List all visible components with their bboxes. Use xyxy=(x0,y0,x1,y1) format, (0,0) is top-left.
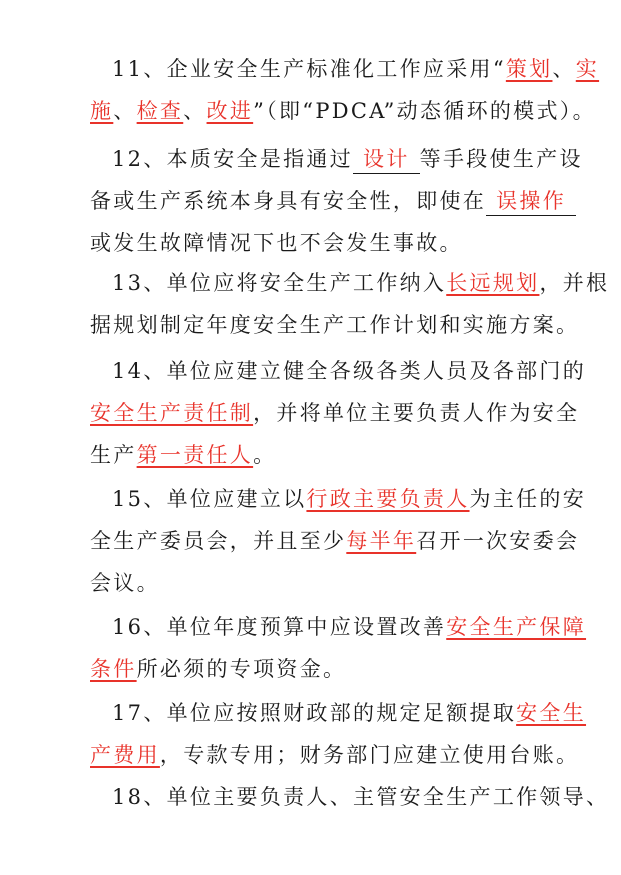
answer-text: 安全生产保障 xyxy=(446,615,587,639)
answer-text: 改进 xyxy=(206,99,254,123)
blank-answer: 设计 xyxy=(353,145,420,174)
answer-text: 行政主要负责人 xyxy=(306,487,470,511)
question-text: 召开一次安委会 xyxy=(416,529,580,553)
text-line xyxy=(90,440,570,470)
text-line xyxy=(112,484,587,514)
answer-text: 实 xyxy=(575,57,600,81)
text-line xyxy=(90,186,570,216)
question-text: 备或生产系统本身具有安全性，即使在 xyxy=(90,189,487,213)
question-text: ”（即“PDCA”动态循环的模式）。 xyxy=(253,99,596,123)
question-text: 16、单位年度预算中应设置改善 xyxy=(112,615,447,639)
question-text: 、 xyxy=(183,99,207,123)
text-line xyxy=(90,654,570,684)
question-text: 所必须的专项资金。 xyxy=(136,657,347,681)
question-text: 、 xyxy=(552,57,576,81)
question-text: 会议。 xyxy=(90,571,160,595)
answer-text: 条件 xyxy=(90,657,137,681)
answer-text: 策划 xyxy=(505,57,553,81)
answer-text: 施 xyxy=(90,99,114,123)
question-text: 、 xyxy=(113,99,137,123)
question-text: 18、单位主要负责人、主管安全生产工作领导、 xyxy=(112,785,610,809)
question-text: ，并将单位主要负责人作为安全 xyxy=(253,401,580,425)
question-text: 为主任的安 xyxy=(469,487,587,511)
question-text: 生产 xyxy=(90,443,137,467)
question-text: 12、本质安全是指通过 xyxy=(112,147,354,171)
question-text: 据规划制定年度安全生产工作计划和实施方案。 xyxy=(90,313,580,337)
text-line xyxy=(112,268,610,298)
text-line xyxy=(90,310,580,340)
question-text: 13、单位应将安全生产工作纳入 xyxy=(112,271,447,295)
text-line xyxy=(90,740,580,770)
answer-text: 第一责任人 xyxy=(136,443,254,467)
text-line xyxy=(90,568,570,598)
answer-text: 安全生产责任制 xyxy=(90,401,254,425)
answer-text: 检查 xyxy=(136,99,184,123)
question-text: 全生产委员会，并且至少 xyxy=(90,529,347,553)
text-line xyxy=(112,54,600,84)
question-text: 11、企业安全生产标准化工作应采用“ xyxy=(112,57,506,81)
text-line xyxy=(112,356,587,386)
blank-answer: 误操作 xyxy=(486,187,576,216)
question-text: 15、单位应建立以 xyxy=(112,487,307,511)
question-text: 等手段使生产设 xyxy=(419,147,583,171)
text-line xyxy=(112,144,583,174)
text-line xyxy=(112,698,587,728)
question-text: 17、单位应按照财政部的规定足额提取 xyxy=(112,701,517,725)
question-text: ，专款专用；财务部门应建立使用台账。 xyxy=(159,743,580,767)
answer-text: 长远规划 xyxy=(446,271,540,295)
text-line xyxy=(112,782,610,812)
answer-text: 每半年 xyxy=(346,529,417,553)
question-text: ，并根 xyxy=(539,271,610,295)
text-line xyxy=(90,228,570,258)
question-text: 。 xyxy=(253,443,277,467)
text-line xyxy=(90,398,580,428)
text-line xyxy=(112,612,587,642)
text-line xyxy=(90,96,596,126)
question-text: 14、单位应建立健全各级各类人员及各部门的 xyxy=(112,359,587,383)
question-text: 或发生故障情况下也不会发生事故。 xyxy=(90,231,463,255)
answer-text: 安全生 xyxy=(516,701,587,725)
text-line xyxy=(90,526,580,556)
answer-text: 产费用 xyxy=(90,743,160,767)
